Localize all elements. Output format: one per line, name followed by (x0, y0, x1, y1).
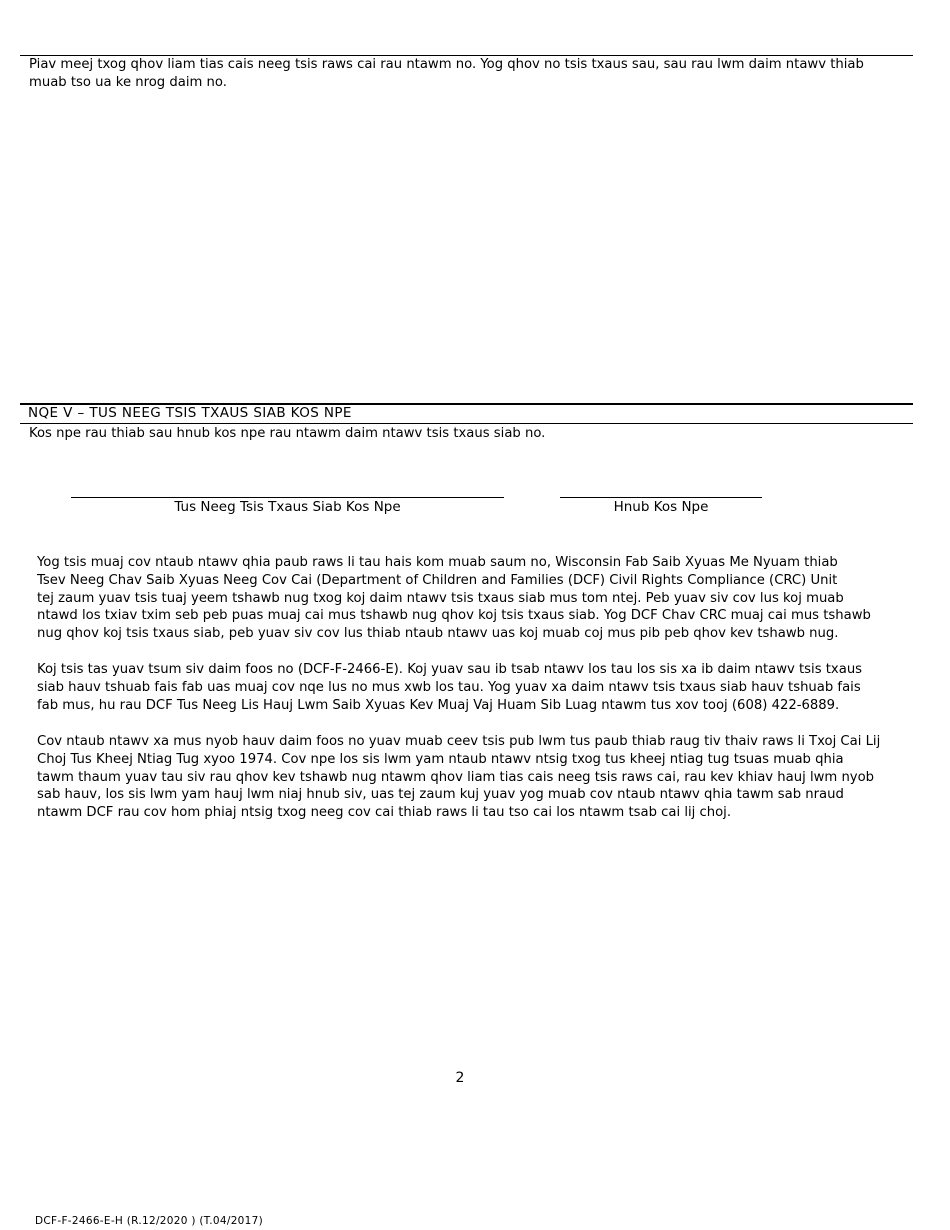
paragraph-privacy-act: Cov ntaub ntawv xa mus nyob hauv daim foos no yuav muab ceev tsis pub lwm tus paub thiab raug tiv thaiv raws li Txoj Cai Lij Choj Tus Kheej Ntiag Tug xyoo 1974. Cov npe los sis lwm yam ntaub ntawv ntsig txog tus kheej ntiag tug tsuas muab qhia tawm thaum yuav tau siv rau qhov kev tshawb nug ntawm qhov liam tias cais neeg tsis raws cai, rau kev khiav hauj lwm nyob sab hauv, los sis lwm yam hauj lwm niaj hnub siv, uas tej zaum kuj yuav yog muab cov ntaub ntawv qhia tawm sab nraud ntawm DCF rau cov hom phiaj ntsig txog neeg cov cai thiab raws li tau tso cai los ntawm tsab cai lij choj. (37, 734, 881, 821)
page-number: 2 (455, 1070, 465, 1086)
paragraph-form-optional: Koj tsis tas yuav tsum siv daim foos no (DCF-F-2466-E). Koj yuav sau ib tsab ntawv los tau los sis xa ib daim ntawv tsis txaus siab hauv tshuab fais fab uas muaj cov nqe lus no mus xwb los tau. Yog yuav xa daim ntawv tsis txaus siab hauv tshuab fais fab mus, hu rau DCF Tus Neeg Lis Hauj Lwm Saib Xyuas Kev Muaj Vaj Huam Sib Luag ntawm tus xov tooj (608) 422-6889. (37, 662, 863, 713)
signature-line[interactable] (71, 497, 504, 498)
date-label: Hnub Kos Npe (613, 499, 709, 515)
complaint-description-instruction: Piav meej txog qhov liam tias cais neeg tsis raws cai rau ntawm no. Yog qhov no tsis txaus sau, sau rau lwm daim ntawv thiab muab tso ua ke nrog daim no. (29, 57, 864, 90)
signature-label: Tus Neeg Tsis Txaus Siab Kos Npe (174, 499, 401, 515)
section-v-title: NQE V – TUS NEEG TSIS TXAUS SIAB KOS NPE (28, 405, 352, 421)
date-line[interactable] (560, 497, 762, 498)
section-v-bottom-rule (20, 423, 913, 424)
signature-instruction: Kos npe rau thiab sau hnub kos npe rau ntawm daim ntawv tsis txaus siab no. (29, 426, 546, 441)
form-code: DCF-F-2466-E-H (R.12/2020 ) (T.04/2017) (35, 1215, 264, 1227)
paragraph-missing-information: Yog tsis muaj cov ntaub ntawv qhia paub raws li tau hais kom muab saum no, Wisconsin Fab Saib Xyuas Me Nyuam thiab Tsev Neeg Chav Saib Xyuas Neeg Cov Cai (Department of Children and Families (DCF) Civil Rights Compliance (CRC) Unit tej zaum yuav tsis tuaj yeem tshawb nug txog koj daim ntawv tsis txaus siab mus tom ntej. Peb yuav siv cov lus koj muab ntawd los txiav txim seb peb puas muaj cai mus tshawb nug qhov koj tsis txaus siab. Yog DCF Chav CRC muaj cai mus tshawb nug qhov koj tsis txaus siab, peb yuav siv cov lus thiab ntaub ntawv uas koj muab coj mus pib peb qhov kev tshawb nug. (37, 555, 871, 642)
